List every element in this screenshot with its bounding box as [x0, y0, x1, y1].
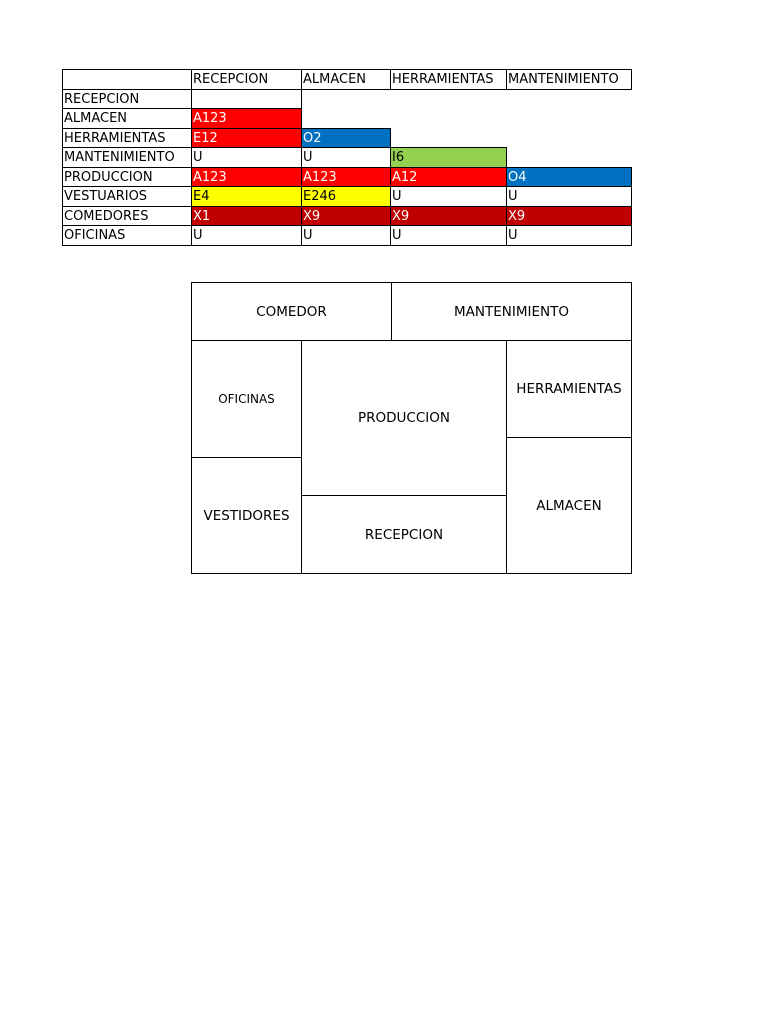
matrix-row-label: VESTUARIOS: [62, 186, 192, 207]
matrix-row-label: OFICINAS: [62, 225, 192, 246]
matrix-column-header: RECEPCION: [191, 69, 302, 90]
matrix-relationship-cell: X9: [506, 206, 632, 227]
matrix-relationship-cell: I6: [390, 147, 507, 168]
matrix-relationship-cell: A123: [191, 167, 302, 188]
matrix-relationship-cell: O4: [506, 167, 632, 188]
zone-produccion-label: PRODUCCION: [358, 410, 450, 426]
zone-produccion: [301, 340, 507, 496]
matrix-relationship-cell: U: [506, 186, 632, 207]
matrix-column-header: MANTENIMIENTO: [506, 69, 632, 90]
matrix-row-label: COMEDORES: [62, 206, 192, 227]
matrix-row-label: RECEPCION: [62, 89, 192, 110]
zone-mantenimiento: [391, 282, 632, 341]
plant-layout-diagram: [191, 282, 632, 574]
matrix-column-header: HERRAMIENTAS: [390, 69, 507, 90]
matrix-relationship-cell: A123: [191, 108, 302, 129]
matrix-empty-cell: [191, 89, 302, 110]
relationship-matrix: [62, 69, 632, 244]
matrix-relationship-cell: A123: [301, 167, 391, 188]
zone-comedor: [191, 282, 392, 341]
matrix-relationship-cell: X9: [390, 206, 507, 227]
matrix-row-label: ALMACEN: [62, 108, 192, 129]
matrix-corner-cell: [62, 69, 192, 90]
matrix-relationship-cell: X1: [191, 206, 302, 227]
matrix-relationship-cell: U: [390, 225, 507, 246]
zone-recepcion: [301, 495, 507, 574]
matrix-relationship-cell: U: [506, 225, 632, 246]
zone-almacen-label: ALMACEN: [536, 497, 602, 514]
matrix-row-label: HERRAMIENTAS: [62, 128, 192, 149]
matrix-relationship-cell: E12: [191, 128, 302, 149]
matrix-column-header: ALMACEN: [301, 69, 391, 90]
zone-recepcion-label: RECEPCION: [364, 526, 444, 543]
matrix-relationship-cell: U: [191, 225, 302, 246]
matrix-row-label: PRODUCCION: [62, 167, 192, 188]
zone-vestidores: [191, 457, 302, 574]
matrix-relationship-cell: X9: [301, 206, 391, 227]
matrix-relationship-cell: U: [390, 186, 507, 207]
matrix-relationship-cell: U: [301, 225, 391, 246]
zone-almacen: [506, 437, 632, 574]
matrix-row-label: MANTENIMIENTO: [62, 147, 192, 168]
matrix-relationship-cell: U: [301, 147, 391, 168]
zone-mantenimiento-label: MANTENIMIENTO: [454, 303, 569, 320]
zone-vestidores-label: VESTIDORES: [203, 507, 290, 524]
zone-comedor-label: COMEDOR: [256, 303, 327, 320]
matrix-relationship-cell: O2: [301, 128, 391, 149]
matrix-relationship-cell: A12: [390, 167, 507, 188]
matrix-relationship-cell: E4: [191, 186, 302, 207]
zone-oficinas: [191, 340, 302, 458]
zone-herramientas: [506, 340, 632, 438]
matrix-relationship-cell: E246: [301, 186, 391, 207]
zone-herramientas-label: HERRAMIENTAS: [516, 381, 622, 397]
matrix-relationship-cell: U: [191, 147, 302, 168]
zone-oficinas-label: OFICINAS: [218, 392, 275, 406]
